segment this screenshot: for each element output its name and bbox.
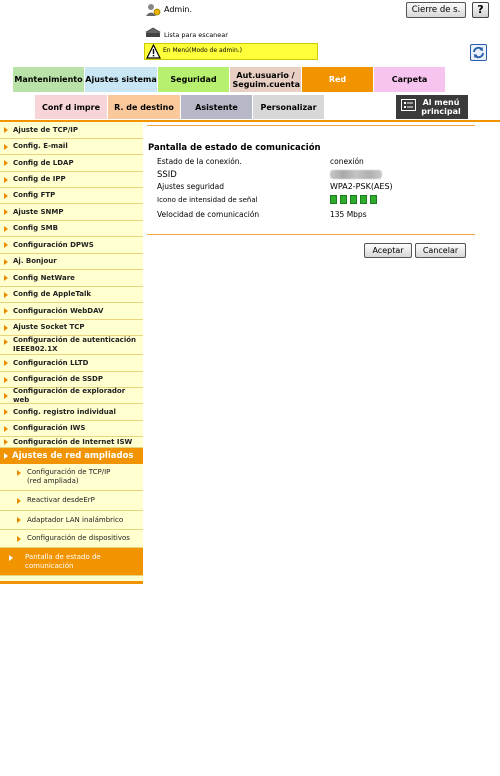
tab-asistente[interactable] [181,95,253,119]
sidebar-item-label: Ajuste Socket TCP [13,323,85,331]
triangle-icon [4,393,8,399]
sidebar-subitem-erp[interactable] [0,491,143,511]
tab-red[interactable] [302,67,374,92]
triangle-icon [4,127,8,133]
triangle-icon [17,536,21,542]
tab-label: Mantenimiento [14,75,83,84]
comm-speed-value: 135 Mbps [330,210,367,219]
sidebar-item-label: Config NetWare [13,273,75,282]
sidebar-item-email[interactable] [0,139,143,155]
help-button[interactable]: ? [472,2,489,18]
connection-status-label: Estado de la conexión. [157,157,242,166]
tab-ajustes-sistema[interactable] [85,67,158,92]
triangle-icon [4,308,8,314]
signal-bar [360,195,367,204]
accept-button[interactable]: Aceptar [364,243,412,258]
sidebar-item-label: Configuración WebDAV [13,306,104,315]
user-label: Admin. [164,5,193,14]
scan-list-label[interactable]: Lista para escanear [164,31,228,39]
signal-bar [370,195,377,204]
sidebar-item-iws[interactable] [0,421,143,437]
sidebar-item-label: Configuración DPWS [13,240,94,249]
sidebar-item-label: Configuración de explorador web [13,386,126,404]
cancel-button[interactable]: Cancelar [415,243,466,258]
triangle-icon [17,470,21,476]
sidebar-subitem-tcpip-extended[interactable] [0,464,143,491]
triangle-icon [4,409,8,415]
triangle-icon [4,259,8,265]
tab-mantenimiento[interactable] [13,67,85,92]
triangle-icon [4,426,8,432]
menu-icon [401,99,416,111]
sidebar-item-webdav[interactable] [0,303,143,320]
sidebar-item-smb[interactable] [0,221,143,237]
connection-status-value: conexión [330,157,364,166]
sidebar-subitem-label: Pantalla de estado de comunicación [25,552,101,570]
panel-divider-top [147,125,475,126]
sidebar-item-ieee8021x[interactable] [0,336,143,355]
sidebar-item-appletalk[interactable] [0,287,143,303]
tab-label: Red [328,75,347,84]
sidebar-item-label: Config de LDAP [13,158,74,167]
tab-carpeta[interactable] [374,67,446,92]
tab-label: Personalizar [260,102,317,112]
tab-seguridad[interactable] [158,67,230,92]
sidebar-item-ldap[interactable] [0,155,143,172]
signal-strength-label: Icono de intensidad de señal [157,196,258,204]
sidebar-item-individual-log[interactable] [0,404,143,421]
tab-personalizar[interactable] [253,95,325,119]
sidebar-item-label: Configuración de SSDP [13,375,103,383]
sidebar-item-label: Configuración de Internet ISW [13,437,133,446]
triangle-icon [4,193,8,199]
tab-label: Aut.usuario / Seguim.cuenta [232,70,301,89]
sidebar-subitem-comm-status[interactable] [0,548,143,576]
triangle-icon [4,325,8,331]
signal-strength-indicator [330,195,382,206]
sidebar-item-netware[interactable] [0,270,143,287]
sidebar-item-label: Config. registro individual [13,407,116,416]
page-title: Pantalla de estado de comunicación [148,143,321,153]
sidebar-item-tcpip[interactable] [0,122,143,139]
sidebar-item-label: Configuración IWS [13,424,86,432]
sidebar-item-label: Configuración LLTD [13,358,89,367]
sidebar-item-label: Config de AppleTalk [13,290,91,298]
main-menu-label: Al menú principal [421,98,461,116]
sidebar-subitem-wireless-lan[interactable] [0,511,143,530]
admin-icon [145,3,161,18]
sidebar-item-snmp[interactable] [0,204,143,221]
sidebar-item-label: Ajuste de TCP/IP [13,125,79,134]
triangle-icon [4,339,8,345]
tab-r-destino[interactable] [108,95,181,119]
sidebar-bottom-divider [0,581,143,584]
sidebar-item-bonjour[interactable] [0,254,143,270]
sidebar-item-socket-tcp[interactable] [0,320,143,336]
sidebar-subitem-label: Configuración de TCP/IP (red ampliada) [27,468,111,485]
tab-label: Asistente [195,102,238,112]
triangle-icon [4,144,8,150]
tab-conf-impre[interactable] [35,95,108,119]
sidebar-item-label: Config. E-mail [13,142,68,150]
sidebar-item-internet-isw[interactable] [0,437,143,448]
sidebar-item-label: Configuración de autenticación IEEE802.1X [13,336,137,353]
sidebar-item-label: Aj. Bonjour [13,257,57,265]
sidebar-item-label: Config de IPP [13,175,66,183]
ssid-value-blurred [330,170,382,179]
scanner-icon [145,27,161,39]
refresh-button[interactable] [470,44,487,61]
tab-label: R. de destino [114,102,174,112]
triangle-icon [4,177,8,183]
triangle-icon [4,360,8,366]
sidebar-item-extended-network[interactable] [0,448,143,464]
tab-label: Ajustes sistema [85,75,157,84]
tab-label: Carpeta [391,75,428,84]
signal-bar [340,195,347,204]
sidebar-item-ftp[interactable] [0,188,143,204]
sidebar-item-label: Config FTP [13,191,56,199]
triangle-icon [17,498,21,504]
triangle-icon [4,242,8,248]
mode-label: En Menú(Modo de admin.) [163,47,243,54]
sidebar-item-lltd[interactable] [0,355,143,372]
sidebar-header-label: Ajustes de red ampliados [12,451,134,461]
triangle-icon [4,209,8,215]
triangle-icon [4,453,8,459]
sidebar-item-web-browser[interactable] [0,388,143,404]
sidebar-subitem-label: Reactivar desdeErP [27,496,95,504]
refresh-icon [471,45,486,60]
comm-speed-label: Velocidad de comunicación [157,210,260,219]
sidebar-item-dpws[interactable] [0,237,143,254]
sidebar-item-ipp[interactable] [0,172,143,188]
panel-divider-bottom [147,234,475,235]
tab-label: Conf d impre [41,102,100,112]
security-settings-value: WPA2-PSK(AES) [330,182,393,191]
triangle-icon [4,377,8,383]
triangle-icon [4,439,8,445]
tab-aut-usuario[interactable] [230,67,302,92]
signal-bar [350,195,357,204]
sidebar-subitem-label: Adaptador LAN inalámbrico [27,515,124,524]
sidebar-item-label: Config SMB [13,224,58,232]
triangle-icon [4,226,8,232]
ssid-label: SSID [157,170,177,180]
triangle-icon [4,160,8,166]
sidebar-item-label: Ajuste SNMP [13,207,64,216]
tab-label: Seguridad [170,75,217,84]
triangle-icon [4,292,8,298]
triangle-icon [9,555,13,561]
logout-button[interactable]: Cierre de s. [406,2,466,18]
triangle-icon [17,517,21,523]
warning-icon [146,44,161,59]
sidebar-subitem-devices[interactable] [0,530,143,548]
security-settings-label: Ajustes seguridad [157,182,225,191]
triangle-icon [4,275,8,281]
sidebar-subitem-label: Configuración de dispositivos [27,534,130,542]
signal-bar [330,195,337,204]
